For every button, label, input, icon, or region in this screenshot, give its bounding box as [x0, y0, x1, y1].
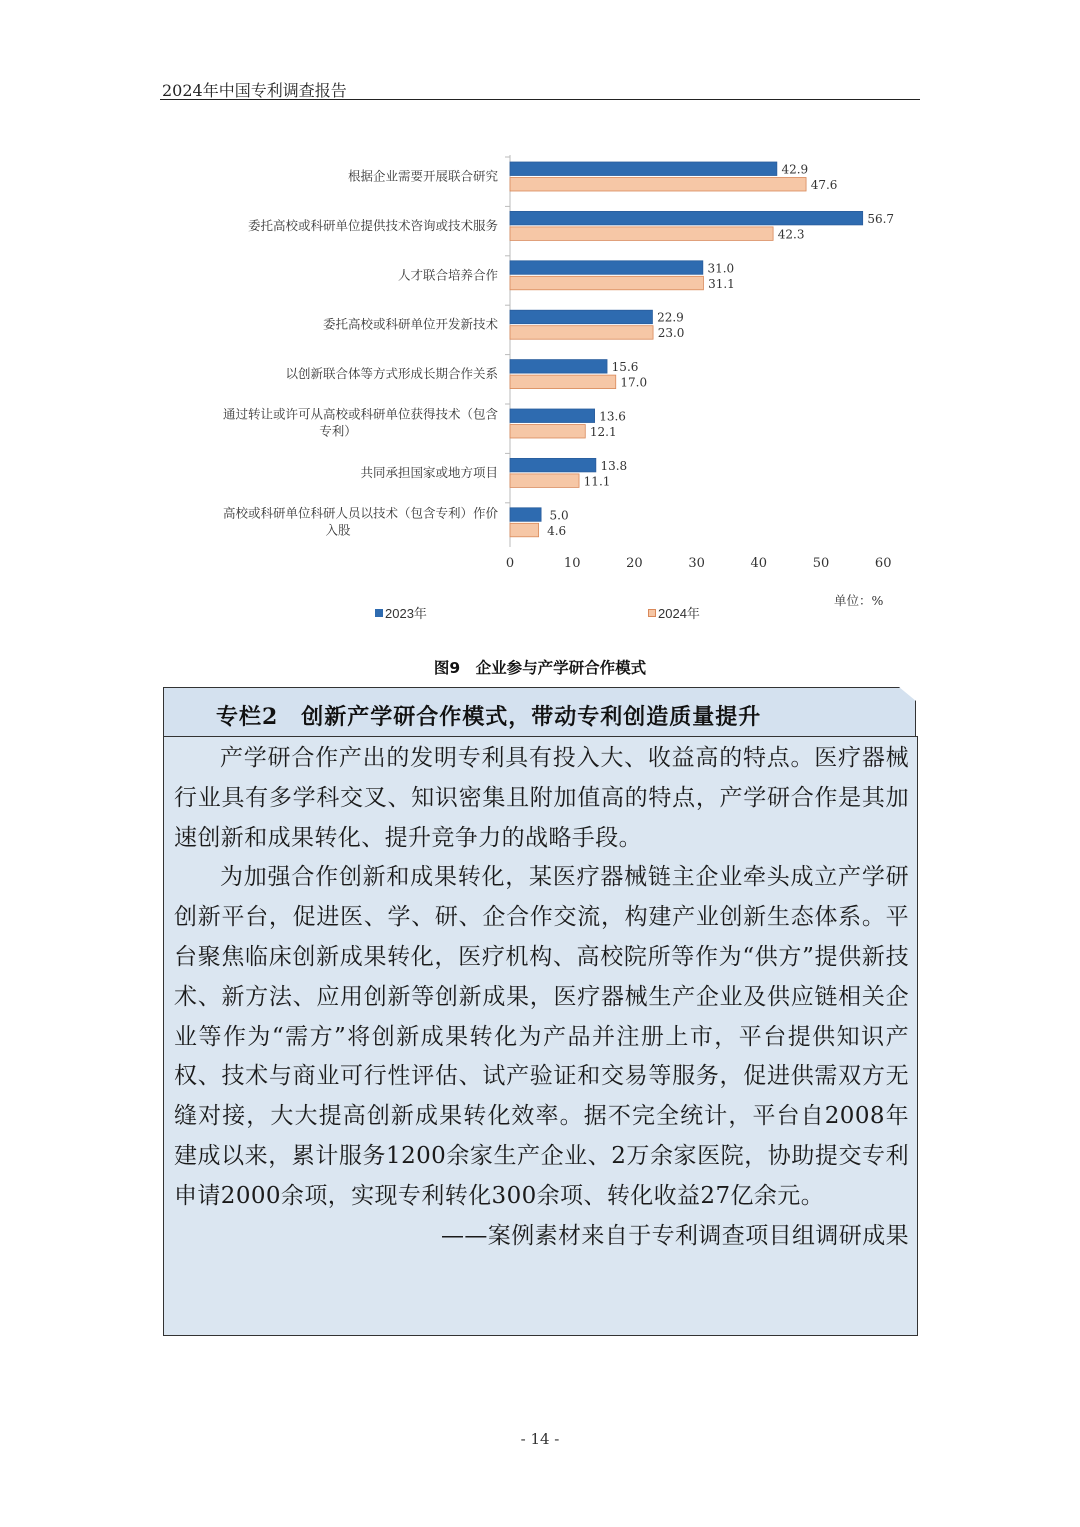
data-label-2024: 47.6 — [810, 178, 838, 192]
bar-2023 — [510, 211, 863, 225]
figure-caption: 图9 企业参与产学研合作模式 — [433, 659, 647, 677]
legend-item-2023 — [375, 603, 427, 622]
data-label-2023: 22.9 — [657, 310, 684, 325]
data-label-2024: 11.1 — [583, 474, 611, 489]
category-label: 共同承担国家或地方项目 — [360, 464, 498, 480]
legend-swatch-2023 — [375, 609, 383, 617]
bar-2023 — [510, 508, 541, 522]
category-label: 入股 — [325, 522, 351, 538]
chart-unit-label: 单位：% — [834, 593, 884, 608]
bar-2024 — [510, 425, 585, 439]
legend-label-2023: 2023年 — [385, 606, 427, 621]
data-label-2024: 23.0 — [657, 326, 685, 341]
category-label: 人才联合培养合作 — [397, 267, 498, 283]
sidebar-box-title: 专栏2 创新产学研合作模式，带动专利创造质量提升 — [216, 704, 762, 730]
x-tick-label: 50 — [812, 556, 830, 571]
data-label-2024: 17.0 — [620, 375, 648, 390]
bar-2024 — [510, 276, 703, 290]
bar-2024 — [510, 375, 616, 389]
category-label: 委托高校或科研单位提供技术咨询或技术服务 — [247, 217, 498, 233]
bar-2023 — [510, 162, 777, 176]
data-label-2024: 31.1 — [708, 276, 735, 291]
category-label: 通过转让或许可从高校或科研单位获得技术（包含 — [222, 406, 498, 422]
category-label: 高校或科研单位科研人员以技术（包含专利）作价 — [222, 505, 498, 521]
data-label-2023: 13.8 — [600, 458, 628, 473]
category-label: 专利） — [319, 423, 357, 439]
bar-2024 — [510, 227, 773, 241]
bar-2023 — [510, 458, 596, 472]
data-label-2024: 42.3 — [777, 227, 805, 242]
bar-2023 — [510, 360, 607, 374]
x-tick-label: 60 — [874, 556, 892, 571]
box-paragraph-2: 为加强合作创新和成果转化，某医疗器械链主企业牵头成立产学研创新平台，促进医、学、研、企合作交流，构建产业创新生态体系。平台聚焦临床创新成果转化，医疗机构、高校院所等作为“供方”提供新技术、新方法、应用创新等创新成果，医疗器械生产企业及供应链相关企业等作为“需方”将创新成果转化为产品并注册上市，平台提供知识产权、技术与商业可行性评估、试产验证和交易等服务，促进供需双方无缝对接，大大提高创新成果转化效率。据不完全统计，平台自2008年建成以来，累计服务1200余家生产企业、2万余家医院，协助提交专利申请2000余项，实现专利转化300余项、转化收益27亿余元。 — [174, 864, 909, 1209]
data-label-2023: 13.6 — [599, 409, 626, 424]
x-tick-label: 0 — [505, 556, 515, 571]
x-tick-label: 10 — [563, 556, 581, 571]
bar-chart — [0, 150, 1080, 630]
data-label-2023: 5.0 — [549, 508, 569, 523]
bar-2024 — [510, 178, 806, 192]
legend-item-2024 — [648, 603, 700, 622]
data-label-2023: 42.9 — [781, 162, 809, 177]
x-tick-label: 30 — [688, 556, 705, 571]
category-label: 委托高校或科研单位开发新技术 — [322, 316, 498, 332]
data-label-2023: 15.6 — [611, 360, 639, 375]
x-tick-label: 40 — [750, 556, 768, 571]
bar-2024 — [510, 326, 653, 340]
bar-2024 — [510, 523, 539, 537]
sidebar-box-text — [174, 739, 909, 1256]
data-label-2024: 4.6 — [547, 523, 567, 538]
box-paragraph-1: 产学研合作产出的发明专利具有投入大、收益高的特点。医疗器械行业具有多学科交叉、知识密集且附加值高的特点，产学研合作是其加速创新和成果转化、提升竞争力的战略手段。 — [174, 745, 909, 851]
bar-2023 — [510, 310, 652, 324]
box-source-note: ——案例素材来自于专利调查项目组调研成果 — [441, 1222, 909, 1249]
report-header-title: 2024年中国专利调查报告 — [162, 81, 347, 100]
data-label-2024: 12.1 — [589, 425, 617, 439]
header-divider — [160, 99, 920, 100]
x-tick-label: 20 — [626, 556, 643, 571]
bar-2023 — [510, 261, 703, 275]
data-label-2023: 56.7 — [867, 211, 895, 226]
category-label: 根据企业需要开展联合研究 — [347, 168, 498, 184]
category-label: 以创新联合体等方式形成长期合作关系 — [285, 366, 498, 382]
bar-2024 — [510, 474, 579, 488]
bar-2023 — [510, 409, 595, 423]
legend-swatch-2024 — [648, 609, 656, 617]
data-label-2023: 31.0 — [707, 261, 735, 276]
page-number: - 14 - — [520, 1430, 560, 1448]
legend-label-2024: 2024年 — [658, 606, 700, 621]
